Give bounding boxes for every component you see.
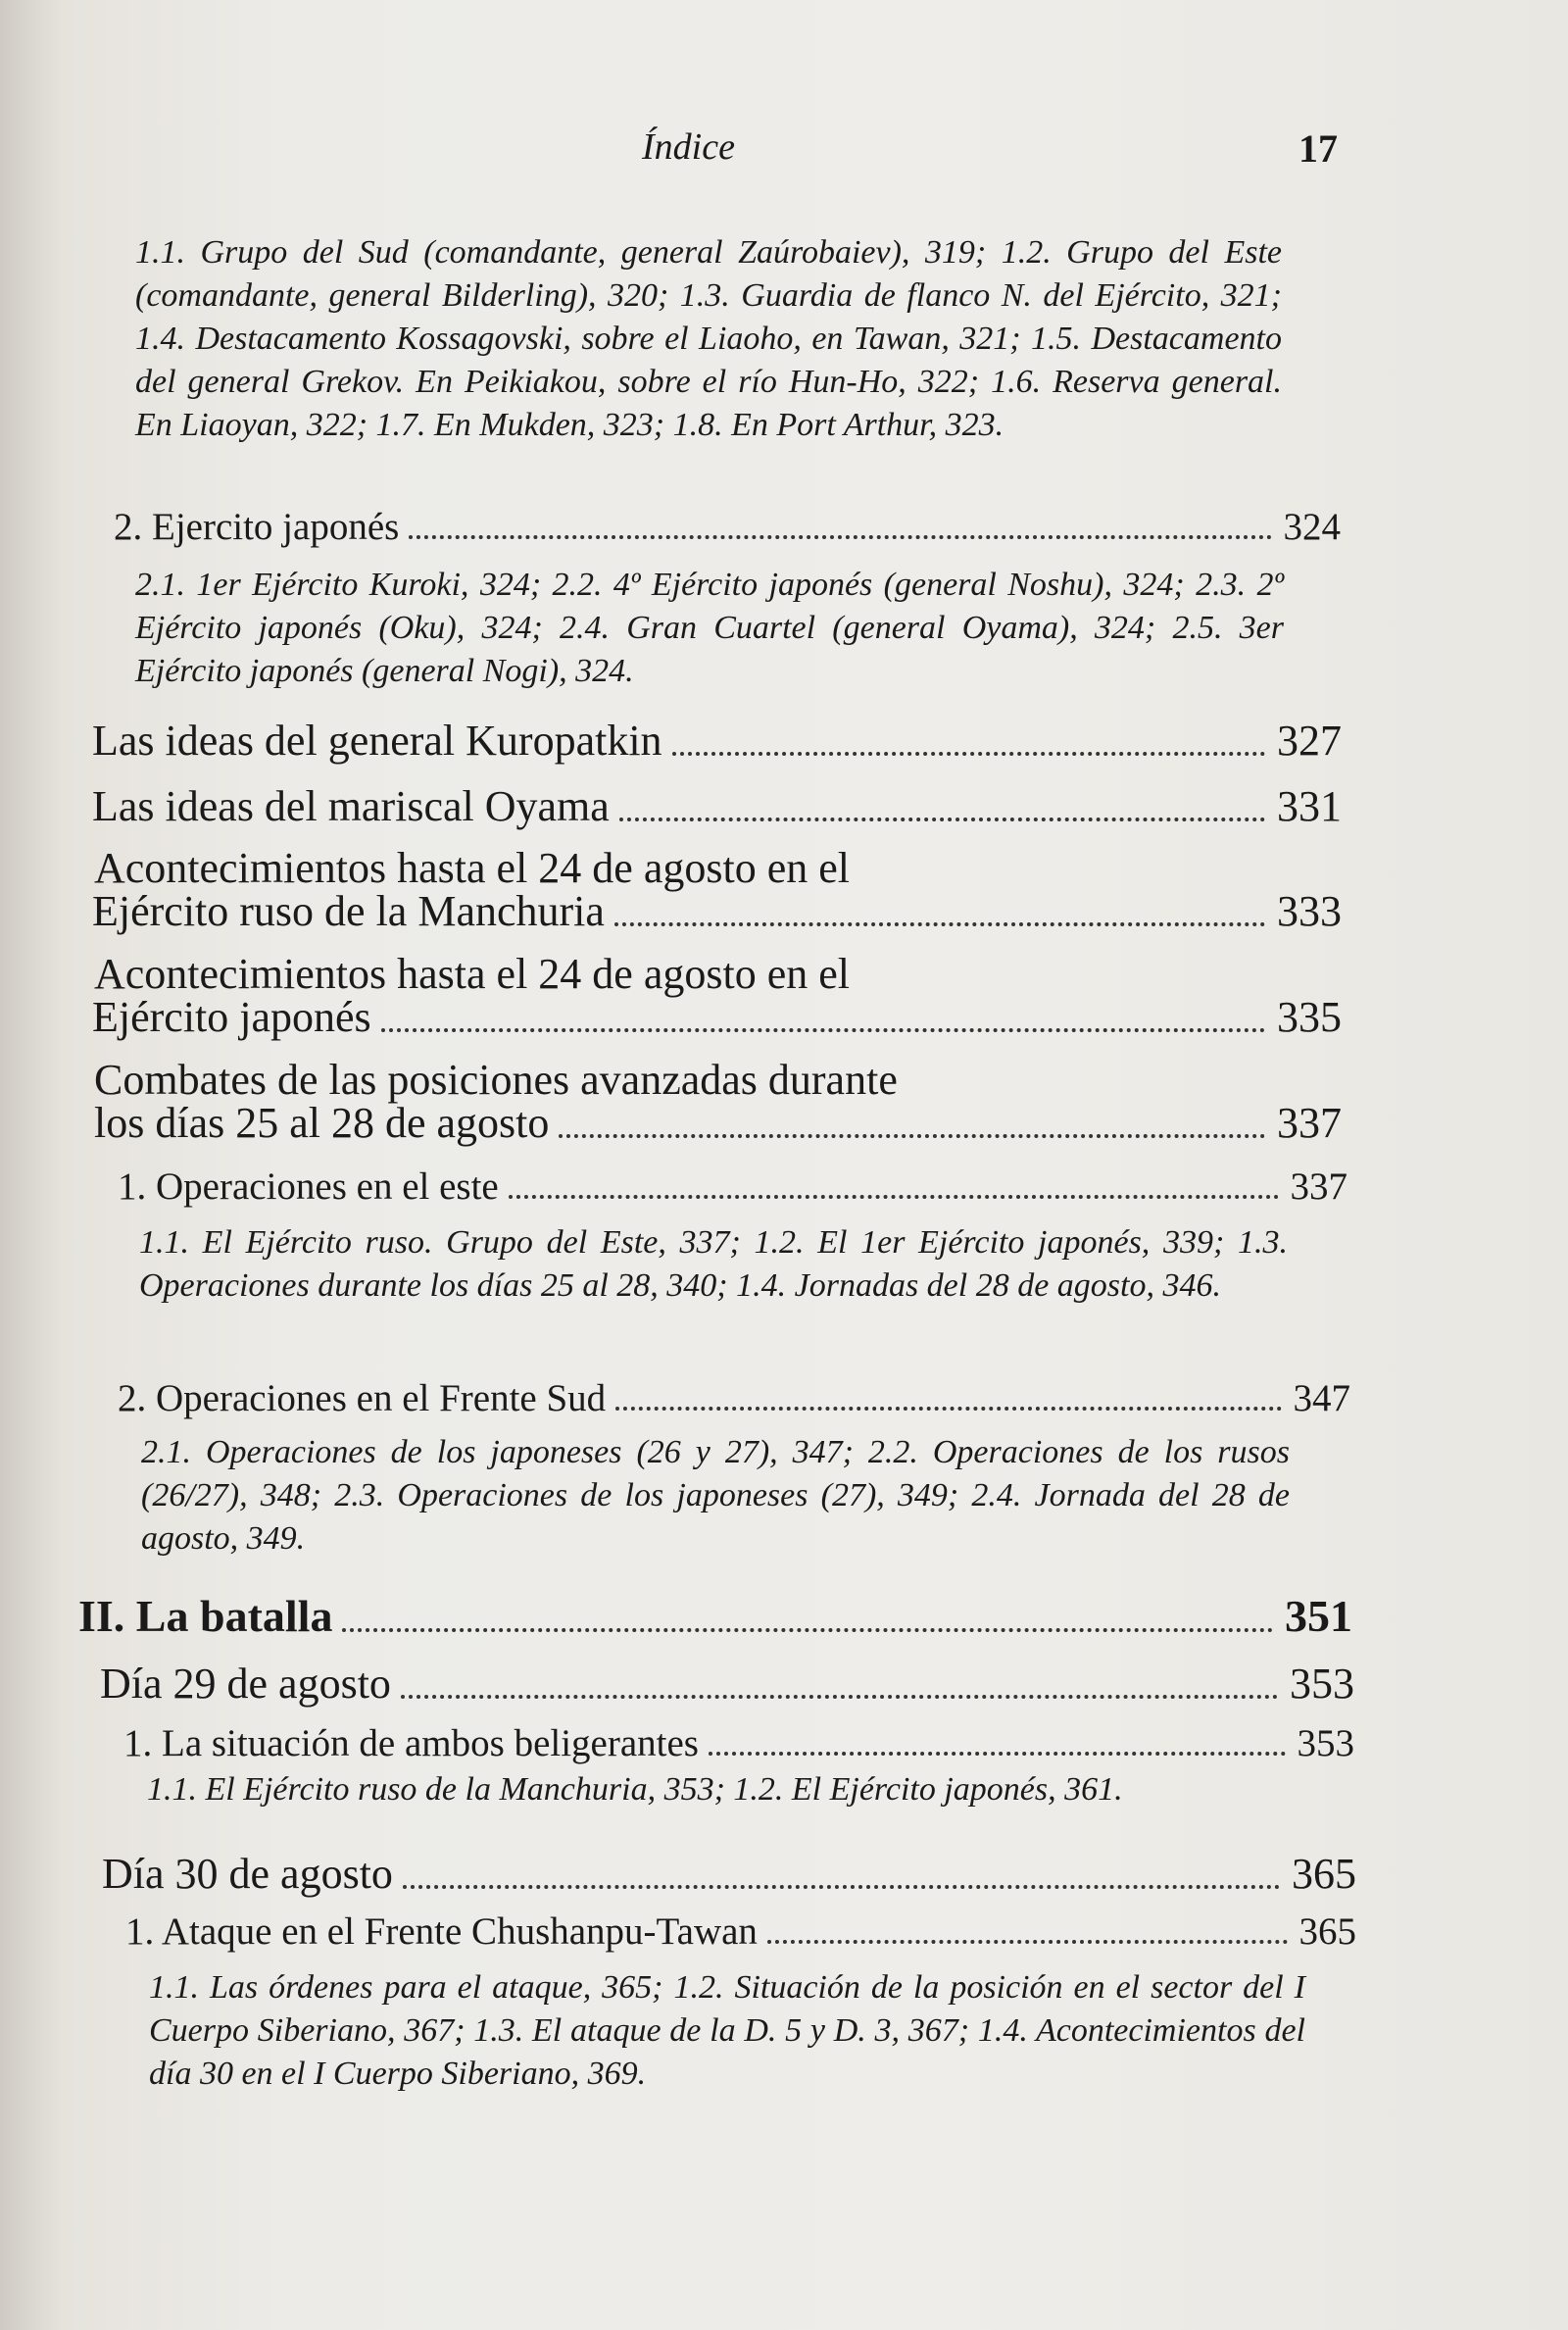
entry-page: 353 bbox=[1290, 1660, 1354, 1708]
header-page-number: 17 bbox=[1298, 126, 1338, 171]
toc-entry-ataque[interactable] bbox=[125, 1909, 1356, 1954]
entry-title: Día 29 de agosto bbox=[100, 1660, 391, 1708]
subentry-5: 1.1. El Ejército ruso de la Manchuria, 353; 1.2. El Ejército japonés, 361. bbox=[147, 1771, 1123, 1808]
entry-page: 365 bbox=[1292, 1850, 1356, 1898]
entry-page: 333 bbox=[1277, 887, 1342, 935]
entry-title: Las ideas del general Kuropatkin bbox=[92, 717, 662, 765]
running-header bbox=[0, 125, 1568, 184]
entry-title: 2. Operaciones en el Frente Sud bbox=[118, 1377, 607, 1419]
entry-page: 337 bbox=[1290, 1165, 1348, 1208]
toc-part-batalla[interactable] bbox=[78, 1590, 1352, 1642]
dot-leader bbox=[509, 1195, 1279, 1199]
entry-page: 327 bbox=[1277, 717, 1342, 765]
subentry-3: 1.1. El Ejército ruso. Grupo del Este, 337; 1.2. El 1er Ejército japonés, 339; 1.3. Operaciones durante los días 25 al 28, 340; 1.4. Jornadas del 28 de agosto, 346. bbox=[139, 1224, 1288, 1304]
dot-leader bbox=[767, 1940, 1288, 1944]
entry-title: 1. Operaciones en el este bbox=[118, 1165, 499, 1208]
subentry-1: 1.1. Grupo del Sud (comandante, general Zaúrobaiev), 319; 1.2. Grupo del Este (comandante, general Bilderling), 320; 1.3. Guardia de flanco N. del Ejército, 321; 1.4. Destacamento Kossagovski, sobre el Liaoho, en Tawan, 321; 1.5. Destacamento del general Grekov. En Peikiakou, sobre el río Hun-Ho, 322; 1.6. Reserva general. En Liaoyan, 322; 1.7. En Mukden, 323; 1.8. En Port Arthur, 323. bbox=[135, 234, 1282, 443]
toc-entry-dia-29[interactable] bbox=[100, 1659, 1354, 1709]
entry-page: 351 bbox=[1285, 1591, 1352, 1641]
dot-leader bbox=[709, 1752, 1286, 1756]
subentry-2: 2.1. 1er Ejército Kuroki, 324; 2.2. 4º Ejército japonés (general Noshu), 324; 2.3. 2º Ejército japonés (Oku), 324; 2.4. Gran Cuartel (general Oyama), 324; 2.5. 3er Ejército japonés (general Nogi), 324. bbox=[135, 567, 1284, 689]
entry-line-1: Combates de las posiciones avanzadas durante bbox=[94, 1056, 898, 1104]
entry-title: Ejército japonés bbox=[92, 993, 371, 1041]
toc-entry-situacion[interactable] bbox=[123, 1721, 1354, 1765]
dot-leader bbox=[672, 752, 1265, 756]
entry-page: 365 bbox=[1298, 1910, 1356, 1953]
toc-entry-acontecimientos-japones[interactable] bbox=[92, 992, 1342, 1042]
entry-title: Las ideas del mariscal Oyama bbox=[92, 782, 610, 830]
entry-page: 347 bbox=[1293, 1377, 1350, 1419]
toc-entry-kuropatkin[interactable] bbox=[92, 716, 1342, 766]
toc-entry-acontecimientos-ruso[interactable] bbox=[92, 886, 1342, 936]
dot-leader bbox=[403, 1885, 1280, 1889]
entry-page: 353 bbox=[1297, 1722, 1354, 1764]
entry-title: 2. Ejercito japonés bbox=[114, 506, 400, 548]
dot-leader bbox=[615, 1407, 1281, 1411]
dot-leader bbox=[559, 1134, 1265, 1138]
entry-page: 337 bbox=[1277, 1099, 1342, 1147]
toc-entry-ejercito-japones[interactable] bbox=[114, 505, 1341, 549]
dot-leader bbox=[381, 1028, 1265, 1032]
entry-title: 1. Ataque en el Frente Chushanpu-Tawan bbox=[125, 1910, 758, 1953]
entry-page: 335 bbox=[1277, 993, 1342, 1041]
dot-leader bbox=[614, 922, 1265, 926]
entry-page: 331 bbox=[1277, 782, 1342, 830]
subentry-4: 2.1. Operaciones de los japoneses (26 y 27), 347; 2.2. Operaciones de los rusos (26/27), 348; 2.3. Operaciones de los japoneses (27), 349; 2.4. Jornada del 28 de agosto, 349. bbox=[141, 1434, 1290, 1557]
entry-title: Día 30 de agosto bbox=[102, 1850, 393, 1898]
dot-leader bbox=[409, 535, 1271, 539]
toc-entry-combates[interactable] bbox=[94, 1098, 1342, 1148]
toc-entry-operaciones-sud[interactable] bbox=[118, 1376, 1350, 1420]
toc-entry-dia-30[interactable] bbox=[102, 1849, 1356, 1899]
entry-line-1: Acontecimientos hasta el 24 de agosto en el bbox=[94, 950, 850, 998]
toc-entry-oyama[interactable] bbox=[92, 781, 1342, 831]
subentry-6: 1.1. Las órdenes para el ataque, 365; 1.2. Situación de la posición en el sector del I Cuerpo Siberiano, 367; 1.3. El ataque de la D. 5 y D. 3, 367; 1.4. Acontecimientos del día 30 en el I Cuerpo Siberiano, 369. bbox=[149, 1969, 1305, 2092]
header-title: Índice bbox=[642, 126, 735, 168]
entry-title: los días 25 al 28 de agosto bbox=[94, 1099, 550, 1147]
dot-leader bbox=[619, 818, 1265, 821]
dot-leader bbox=[342, 1628, 1273, 1632]
dot-leader bbox=[401, 1695, 1278, 1699]
entry-line-1: Acontecimientos hasta el 24 de agosto en el bbox=[94, 844, 850, 892]
entry-page: 324 bbox=[1283, 506, 1341, 548]
entry-title: 1. La situación de ambos beligerantes bbox=[123, 1722, 699, 1764]
entry-title: II. La batalla bbox=[78, 1591, 333, 1641]
entry-title: Ejército ruso de la Manchuria bbox=[92, 887, 605, 935]
toc-entry-operaciones-este[interactable] bbox=[118, 1165, 1348, 1209]
